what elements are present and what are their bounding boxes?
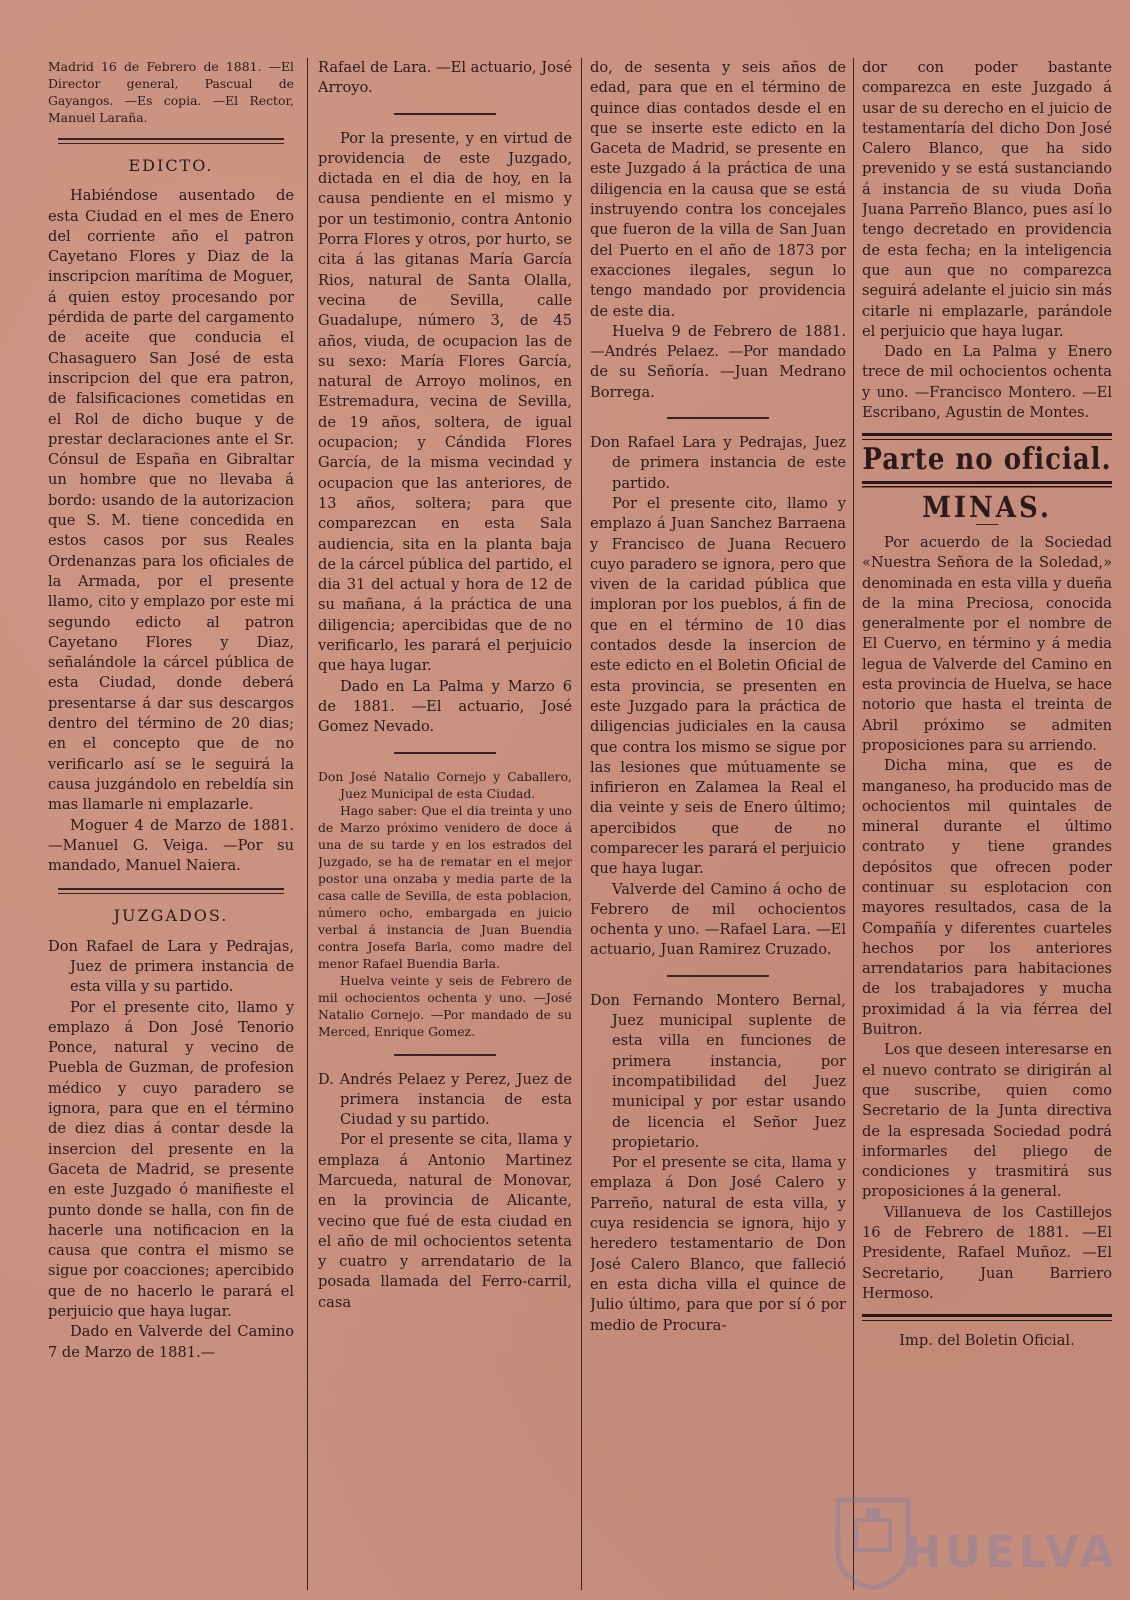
section-rule [394,752,496,754]
column-divider [853,58,854,1590]
column-2 [318,58,572,1590]
judge-title: Don Rafael Lara y Pedrajas, Juez de primera instancia de este partido. [590,434,846,492]
column-3 [590,58,846,1590]
juzgados-heading: JUZGADOS. [113,906,229,926]
printer-imprint: Imp. del Boletin Oficial. [899,1332,1075,1350]
mine-signature: Villanueva de los Castillejos 16 de Febrero de 1881. —El Presidente, Rafael Muñoz. —El Secretario, Juan Barriero Hermoso. [862,1203,1112,1302]
auction-notice: Hago saber: Que el dia treinta y uno de Marzo próximo venidero de doce á una de su tarde y en los estrados del Juzgado, se ha de rematar en el mejor postor una onzaba y media parte de la casa calle de Sevilla, de esta poblacion, número ocho, embargada en juicio verbal á instancia de Juan Buendia contra Josefa Barla, como madre del menor Rafael Buendia Barla. [318,802,572,971]
mine-notice: Por acuerdo de la Sociedad «Nuestra Señora de la Soledad,» denominada en esta villa y dueña de la mina Preciosa, conocida generalmente por el nombre de El Cuervo, en término y á media legua de Valverde del Camino en esta provincia de Huelva, se hace notorio que hasta el treinta de Abril próximo se admiten proposiciones para su arriendo. [862,533,1112,754]
summons-continuation: dor con poder bastante comparezca en este Juzgado á usar de su derecho en el juicio de testamentaría del dicho Don José Calero Blanco, que ha sido prevenido y se está sustanciando á instancia de su viuda Doña Juana Parreño Blanco, pues así lo tengo decretado en providencia de esta fecha; en la inteligencia que aun que no comparezca seguirá adelante el juicio sin más citarle ni emplazarle, parándole el perjuicio que haya lugar. [862,59,1112,340]
minas-heading: MINAS. [922,491,1052,525]
summons-body: Por el presente cito, llamo y emplazo á Don José Tenorio Ponce, natural y vecino de Puebla de Guzman, de profesion médico y cuyo paradero se ignora, para que en el término de diez dias á contar desde la insercion del presente en la Gaceta de Madrid, se presente en este Juzgado ó manifieste el punto donde se halla, con fin de hacerle una notificacion en la causa que contra el mismo se sigue por coacciones; apercibido que de no hacerlo le parará el perjuicio que haya lugar. [48,998,294,1321]
watermark-text: HUELVA [904,1527,1118,1578]
judge-title: Don José Natalio Cornejo y Caballero, Juez Municipal de esta Ciudad. [318,768,572,801]
mine-description: Dicha mina, que es de manganeso, ha producido mas de ochocientos mil quintales de mineral durante el último contrato y tiene grandes depósitos que ofrecen poder continuar su esplotacion con mayores resultados, casa de la Compañía y diferentes cuarteles hechos por los anteriores arrendatarios para habitaciones de los trabajadores y mucha proximidad á la via férrea del Buitron. [862,757,1112,1039]
citation-date: Dado en La Palma y Marzo 6 de 1881. —El actuario, José Gomez Nevado. [318,677,572,736]
column-1 [48,58,294,1590]
archive-watermark [828,1480,1118,1590]
section-rule [667,417,769,419]
summons-date: Dado en La Palma y Enero trece de mil ochocientos ochenta y uno. —Francisco Montero. —El Escribano, Agustin de Montes. [862,343,1112,422]
section-rule [667,975,769,977]
section-rule [58,138,284,144]
judge-title: Don Rafael de Lara y Pedrajas, Juez de primera instancia de esta villa y su partido. [48,937,294,996]
edicto-signature: Moguer 4 de Marzo de 1881. —Manuel G. Veiga. —Por su mandado, Manuel Naiera. [48,816,294,875]
column-divider [307,58,308,1590]
citation-body: Por la presente, y en virtud de providencia de este Juzgado, dictada en el dia de hoy, en la causa pendiente en el mismo y por un testimonio, contra Antonio Porra Flores y otros, por hurto, se cita á las gitanas María García Rios, natural de Santa Olalla, vecina de Sevilla, calle Guadalupe, número 3, de 45 años, viuda, de ocupacion las de su sexo: María Flores García, natural de Arroyo molinos, en Estremadura, vecina de Sevilla, de 19 años, soltera, de igual ocupacion; y Cándida Flores García, de la misma vecindad y ocupacion que las anteriores, de 13 años, soltera; para que comparezcan en esta Sala audiencia, sita en la planta baja de la cárcel pública del partido, el dia 31 del actual y hora de 12 de su mañana, á la práctica de una diligencia; apercibidas que de no verificarlo, les parará el perjuicio que haya lugar. [318,129,572,675]
summons-date: Huelva 9 de Febrero de 1881. —Andrés Pelaez. —Por mandado de su Señoría. —Juan Medrano Borrega. [590,322,846,401]
section-rule [862,481,1112,488]
summons-body: Por el presente cito, llamo y emplazo á Juan Sanchez Barraena y Francisco de Juana Recuero cuyo paradero se ignora, pero que viven de la caridad pública que imploran por los pueblos, á fin de que en el término de 10 dias contados desde la insercion de este edicto en el Boletin Oficial de esta provincia, se presenten en este Juzgado para la práctica de diligencias judiciales en la causa que contra los mismo se sigue por las lesiones que mútuamente se infirieron en Zalamea la Real el dia veinte y seis de Enero último; apercibidos que de no comparecer les parará el perjuicio que haya lugar. [590,494,846,878]
auction-date: Huelva veinte y seis de Febrero de mil ochocientos ochenta y uno. —José Natalio Cornejo. —Por mandado de su Merced, Enrique Gomez. [318,972,572,1039]
judge-title: Don Fernando Montero Bernal, Juez municipal suplente de esta villa en funciones de primera instancia, por incompatibilidad del Juez municipal y por estar usando de licencia el Señor Juez propietario. [590,991,846,1151]
parte-no-oficial-heading: Parte no oficial. [862,443,1112,478]
summons-date: Valverde del Camino á ocho de Febrero de mil ochocientos ochenta y uno. —Rafael Lara. —El actuario, Juan Ramirez Cruzado. [590,880,846,959]
section-rule [394,113,496,115]
column-4 [862,58,1112,1590]
actuario-signature: Rafael de Lara. —El actuario, José Arroyo. [318,59,572,97]
section-rule [862,1314,1112,1321]
section-rule [862,433,1112,440]
section-rule [58,888,284,894]
summons-body: Por el presente se cita, llama y emplaza á Don José Calero y Parreño, natural de esta villa, y cuya residencia se ignora, hijo y heredero testamentario de Don José Calero Blanco, que falleció en esta dicha villa el quince de Julio último, para que por sí ó por medio de Procura- [590,1154,846,1334]
column-divider [581,58,582,1590]
summons-body: Por el presente se cita, llama y emplaza á Antonio Martinez Marcueda, natural de Monovar, en la provincia de Alicante, vecino que fué de esta ciudad en el año de mil ochocientos setenta y cuatro y arrendatario de la posada llamada del Ferro-carril, casa [318,1131,572,1311]
circular-signature: Madrid 16 de Febrero de 1881. —El Director general, Pascual de Gayangos. —Es copia. —El Rector, Manuel Laraña. [48,59,294,125]
summons-date: Dado en Valverde del Camino 7 de Marzo de 1881.— [48,1323,294,1361]
section-rule [394,1054,496,1056]
edicto-body: Habiéndose ausentado de esta Ciudad en el mes de Enero del corriente año el patron Cayetano Flores y Diaz de la inscripcion marítima de Moguer, á quien estoy procesando por pérdida de parte del cargamento de aceite que conducia el Chasaguero San José de esta inscripcion del que era patron, de falsificaciones cometidas en el Rol de dicho buque y de prestar declaraciones ante el Sr. Cónsul de España en Gibraltar un hombre que no llevaba á bordo: usando de la autorizacion que S. M. tiene concedida en estos casos por sus Reales Ordenanzas para los oficiales de la Armada, por el presente llamo, cito y emplazo por este mi segundo edicto al patron Cayetano Flores y Diaz, señalándole la cárcel pública de esta Ciudad, donde deberá presentarse á dar sus descargos dentro del término de 20 dias; en el concepto que de no verificarlo así se le seguirá la causa juzgándolo en rebeldía sin mas llamarle ni emplazarle. [48,187,294,814]
mine-instructions: Los que deseen interesarse en el nuevo contrato se dirigirán al que suscribe, quien como Secretario de la Junta directiva de la espresada Sociedad podrá informarles del pliego de condiciones y trasmitirá sus proposiciones á la general. [862,1041,1112,1201]
summons-continuation: do, de sesenta y seis años de edad, para que en el término de quince dias contados desde el en que se inserte este edicto en la Gaceta de Madrid, se presente en este Juzgado á la práctica de una diligencia en la causa que se está instruyendo contra los concejales que fueron de la villa de San Juan del Puerto en el año de 1873 por exacciones ilegales, segun lo tengo mandado por providencia de este dia. [590,59,846,320]
judge-title: D. Andrés Pelaez y Perez, Juez de primera instancia de esta Ciudad y su partido. [318,1070,572,1129]
edicto-heading: EDICTO. [128,156,214,175]
